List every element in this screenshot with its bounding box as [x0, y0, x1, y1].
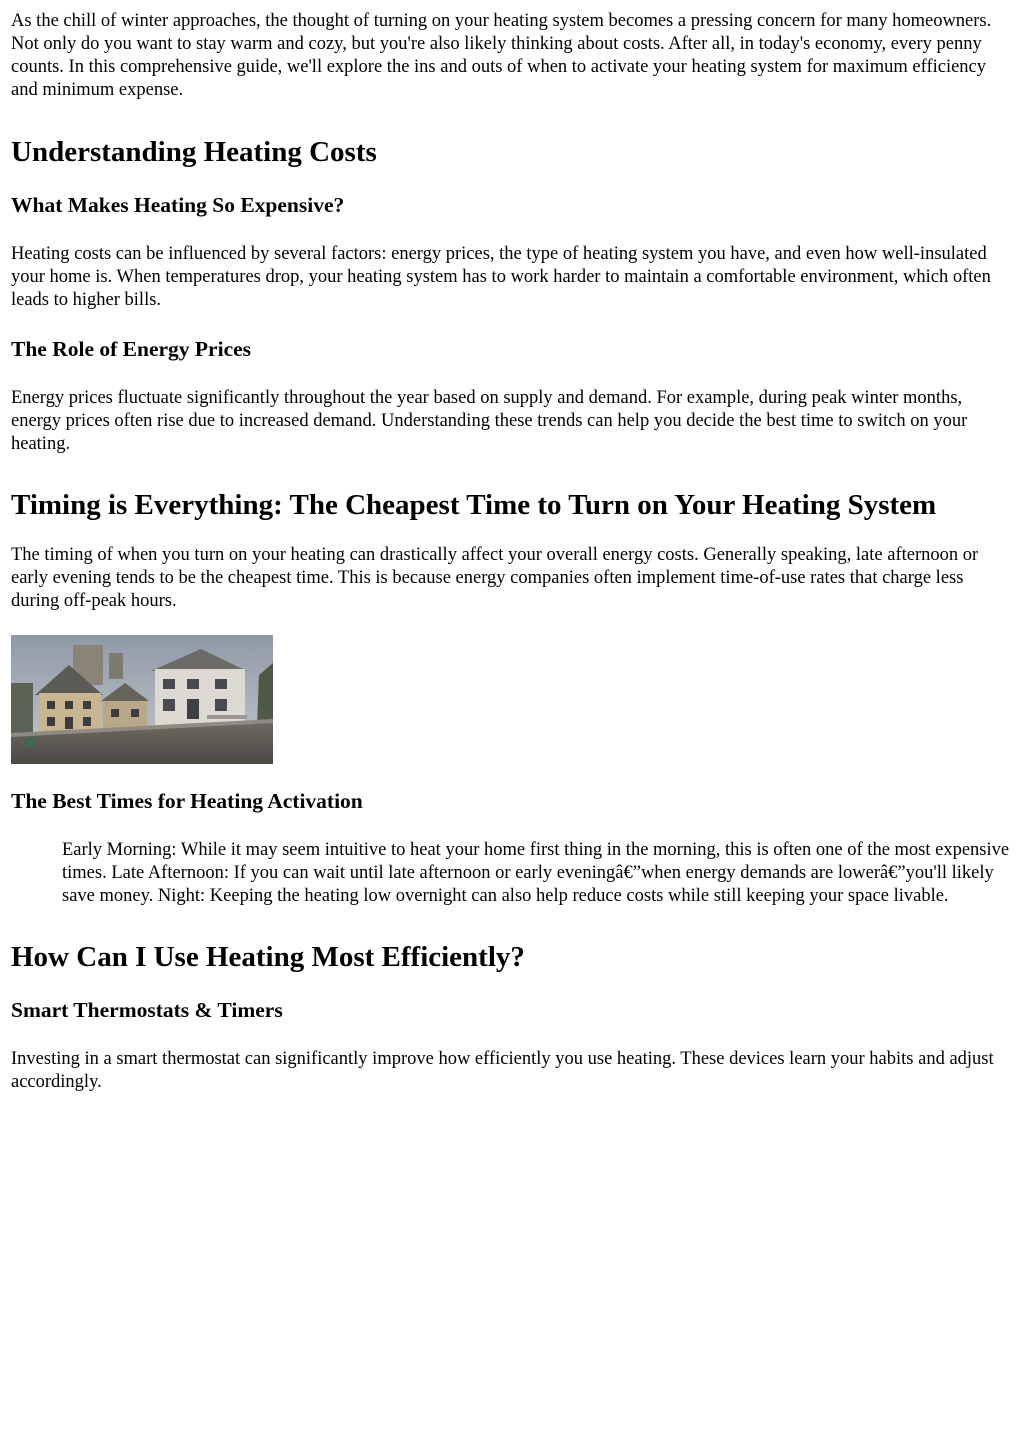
paragraph-heating-expensive: Heating costs can be influenced by several factors: energy prices, the type of heating system you have, and even how well-insulated your home is. When temperatures drop, your heating system has to work harder to maintain a comfortable environment, which often leads to higher bills. — [11, 244, 991, 310]
right-house-window — [215, 679, 227, 689]
subheading-smart-thermostats: Smart Thermostats & Timers — [11, 998, 283, 1022]
subheading-what-makes-heating-expensive: What Makes Heating So Expensive? — [11, 193, 345, 217]
left-trees — [11, 683, 33, 733]
best-times-quote: Early Morning: While it may seem intuitive to heat your home first thing in the morning, this is often one of the most expensive times. Late Afternoon: If you can wait until late afternoon or early eveningâ€”when energy demands are lowerâ€”you'll likely save money. Night: Keeping the heating low overnight can also help reduce costs while still keeping your space livable. — [62, 840, 1010, 906]
paragraph-energy-prices: Energy prices fluctuate significantly throughout the year based on supply and demand. For example, during peak winter months, energy prices often rise due to increased demand. Understanding these trends can help you decide the best time to switch on your heating. — [11, 388, 968, 454]
right-house-window — [163, 699, 175, 711]
middle-house-window — [111, 709, 119, 717]
right-house-door — [187, 699, 199, 719]
left-house-window — [83, 717, 91, 726]
houses-photo — [11, 635, 273, 764]
left-house-window — [83, 701, 91, 709]
subheading-role-of-energy-prices: The Role of Energy Prices — [11, 337, 252, 361]
background-tower — [109, 653, 123, 679]
left-house-window — [65, 701, 73, 709]
left-house-door — [65, 717, 73, 729]
intro-paragraph: As the chill of winter approaches, the thought of turning on your heating system becomes a pressing concern for many homeowners. Not only do you want to stay warm and cozy, but you're also likely thinking about costs. After all, in today's economy, every penny counts. In this comprehensive guide, we'll explore the ins and outs of when to activate your heating system for maximum efficiency and minimum expense. — [11, 11, 992, 100]
heading-use-heating-efficiently: How Can I Use Heating Most Efficiently? — [11, 941, 525, 973]
right-house-window — [163, 679, 175, 689]
right-house-window — [215, 699, 227, 711]
subheading-best-times: The Best Times for Heating Activation — [11, 789, 363, 813]
middle-house-window — [131, 709, 139, 717]
paragraph-smart-thermostats: Investing in a smart thermostat can significantly improve how efficiently you use heating. These devices learn your habits and adjust accordingly. — [11, 1049, 994, 1092]
paragraph-timing: The timing of when you turn on your heating can drastically affect your overall energy costs. Generally speaking, late afternoon or early evening tends to be the cheapest time. This is because energy companies often implement time-of-use rates that charge less during off-peak hours. — [11, 545, 979, 611]
right-house-window — [187, 679, 199, 689]
balcony-rail — [207, 715, 247, 719]
heading-timing-is-everything: Timing is Everything: The Cheapest Time to Turn on Your Heating System — [11, 489, 937, 521]
wheelie-bin — [25, 737, 35, 747]
left-house-window — [47, 717, 55, 726]
heading-understanding-heating-costs: Understanding Heating Costs — [11, 136, 377, 168]
left-house-window — [47, 701, 55, 709]
